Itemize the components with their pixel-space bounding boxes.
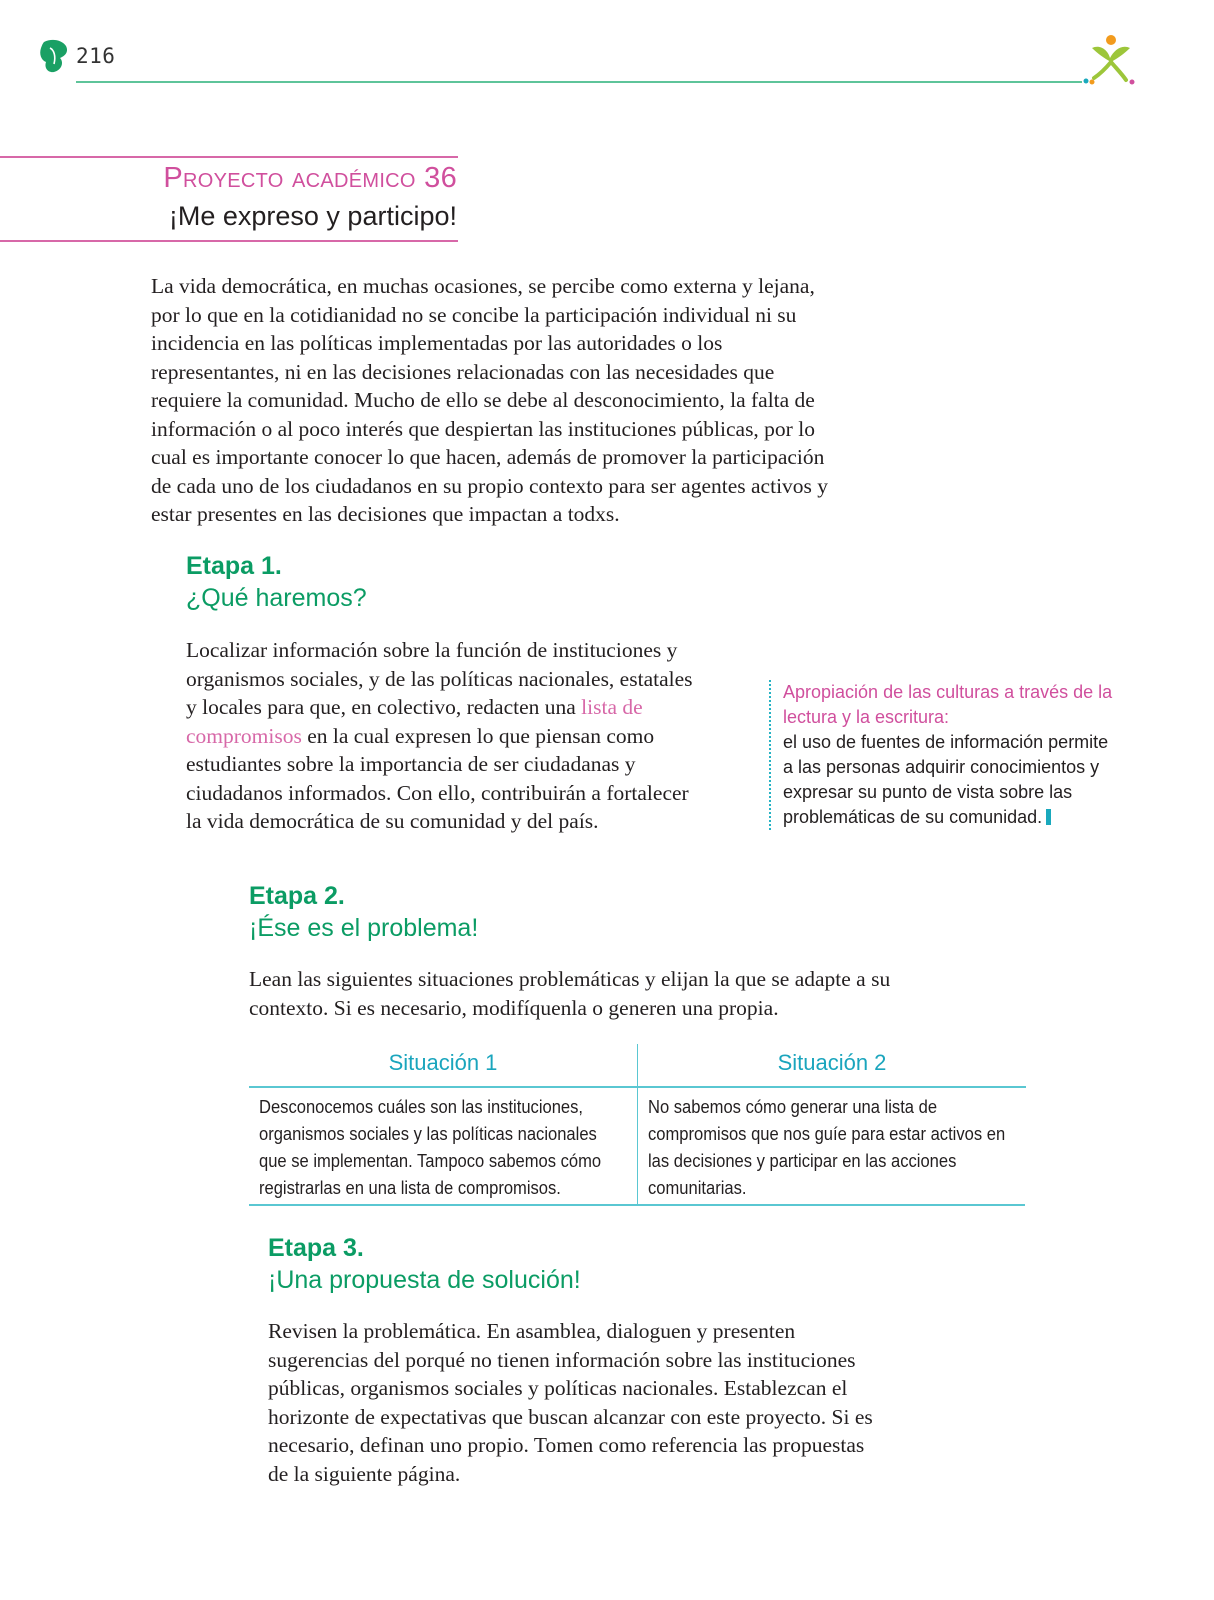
etapa-2-subtitle: ¡Ése es el problema!	[249, 914, 479, 942]
etapa-1-subtitle: ¿Qué haremos?	[186, 584, 367, 612]
end-mark-icon	[1046, 809, 1051, 825]
etapa-1-text-start: Localizar información sobre la función de instituciones y organismos sociales, y de las políticas nacionales, estatales y locales para que, en colectivo, redacten una	[186, 638, 693, 719]
heading-rule-top	[0, 156, 458, 158]
sidebar-note	[769, 680, 1113, 830]
heading-rule-bottom	[0, 240, 458, 242]
compromisos-link[interactable]: lista de compromisos	[186, 695, 643, 748]
etapa-1-title: Etapa 1.	[186, 552, 282, 580]
project-title: ¡Me expreso y participo!	[168, 201, 457, 231]
situations-bottom-rule	[249, 1204, 1025, 1206]
etapa-3-title: Etapa 3.	[268, 1234, 364, 1262]
etapa-1-text-end: en la cual expresen lo que piensan como estudiantes sobre la importancia de ser ciudadanas y ciudadanos informados. Con ello, contribuirán a fortalecer la vida democrática de su comunidad y del país.	[186, 723, 689, 833]
green-leaf-icon	[38, 38, 70, 74]
etapa-2-heading	[249, 880, 478, 944]
situation-2-column	[637, 1044, 1026, 1204]
page-number: 216	[76, 44, 116, 68]
sidebar-note-text: el uso de fuentes de información permite a las personas adquirir conocimientos y expresar su punto de vista sobre las problemáticas de su comunidad.	[783, 732, 1109, 827]
situation-1-text: Desconocemos cuáles son las instituciones, organismos sociales y las políticas nacionales que se implementan. Tampoco sabemos cómo registrarlas en una lista de compromisos.	[259, 1097, 602, 1198]
situation-2-header-rule	[638, 1086, 1026, 1088]
situations-table	[249, 1044, 1025, 1204]
project-label: Proyecto académico 36	[163, 162, 457, 194]
sidebar-note-body	[783, 730, 1113, 830]
etapa-2-title: Etapa 2.	[249, 882, 345, 910]
situation-2-header: Situación 2	[777, 1050, 887, 1075]
flower-figure-logo	[1080, 34, 1138, 86]
etapa-1-heading	[186, 550, 367, 614]
etapa-1-paragraph	[186, 636, 706, 836]
etapa-3-subtitle: ¡Una propuesta de solución!	[268, 1266, 581, 1294]
intro-paragraph: La vida democrática, en muchas ocasiones, se percibe como externa y lejana, por lo que en la cotidianidad no se concibe la participación individual ni su incidencia en las políticas implementadas por las autoridades o los representantes, ni en las decisiones relacionadas con las necesidades que requiere la comunidad. Mucho de ello se debe al desconocimiento, la falta de información o al poco interés que despiertan las instituciones públicas, por lo cual es importante conocer lo que hacen, además de promover la participación de cada uno de los ciudadanos en su propio contexto para ser agentes activos y estar presentes en las decisiones que impactan a todxs.	[151, 274, 829, 526]
etapa-3-paragraph: Revisen la problemática. En asamblea, dialoguen y presenten sugerencias del porqué no tienen información sobre las instituciones públicas, organismos sociales y políticas nacionales. Establezcan el horizonte de expectativas que buscan alcanzar con este proyecto. Si es necesario, definan uno propio. Tomen como referencia las propuestas de la siguiente página.	[268, 1319, 873, 1486]
sidebar-note-title: Apropiación de las culturas a través de la lectura y la escritura:	[783, 682, 1113, 727]
situation-1-column	[249, 1044, 637, 1204]
header-divider	[76, 81, 1082, 83]
situation-2-text: No sabemos cómo generar una lista de compromisos que nos guíe para estar activos en las decisiones y participar en las acciones comunitarias.	[648, 1097, 1006, 1198]
situation-1-header: Situación 1	[388, 1050, 498, 1075]
etapa-2-paragraph: Lean las siguientes situaciones problemáticas y elijan la que se adapte a su contexto. Si es necesario, modifíquenla o generen una propia.	[249, 967, 891, 1020]
etapa-3-heading	[268, 1232, 581, 1296]
situation-1-header-rule	[249, 1086, 637, 1088]
